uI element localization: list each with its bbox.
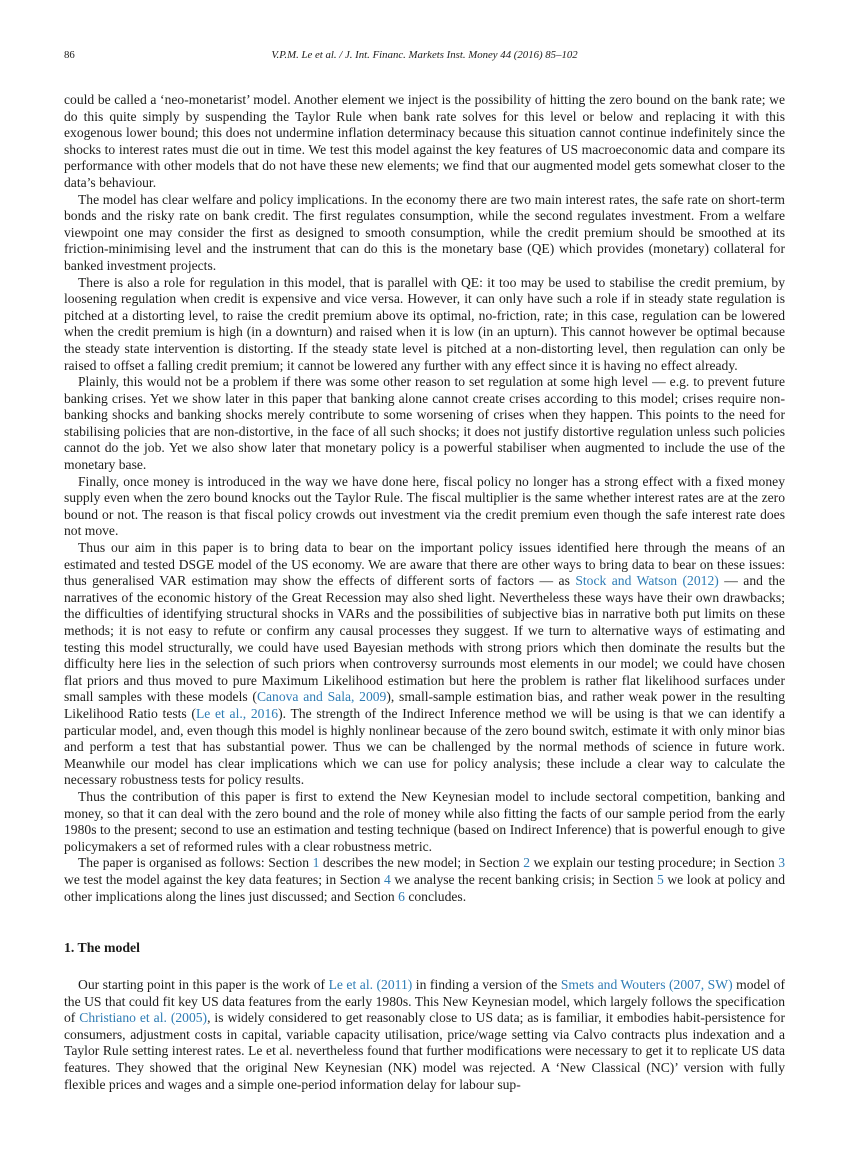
citation-link[interactable]: 6	[398, 888, 405, 904]
body-paragraph: Plainly, this would not be a problem if there was some other reason to set regulation at some high level — e.g. to prevent future banking crises. Yet we show later in this paper that banking alone cannot create crises according to this model; crises require non-banking shocks and banking shocks merely contribute to some worsening of crises when they happen. This points to the need for stabilising policies that are non-distortive, in the face of all such shocks; it does not justify distortive regulation unless such policies cannot do the job. Yet we also show later that monetary policy is a powerful stabiliser when augmented to include the use of the monetary base.	[64, 374, 785, 473]
citation-link[interactable]: 2	[523, 855, 531, 871]
citation-link[interactable]: 5	[656, 871, 664, 887]
body-paragraph: Finally, once money is introduced in the way we have done here, fiscal policy no longer has a strong effect with a fixed money supply even when the zero bound knocks out the Taylor Rule. The fiscal multiplier is the same whether interest rates are at the zero bound or not. The reason is that fiscal policy crowds out investment via the credit premium even though the safe interest rate does not move.	[64, 473, 785, 539]
citation-link[interactable]: Stock and Watson (2012)	[575, 573, 719, 589]
citation-link[interactable]: 1	[312, 855, 320, 871]
body-paragraph: The paper is organised as follows: Section 1 describes the new model; in Section 2 we explain our testing procedure; in Section 3 we test the model against the key data features; in Section 4 we analyse the recent banking crisis; in Section 5 we look at policy and other implications along the lines just discussed; and Section 6 concludes.	[64, 855, 786, 904]
citation-link[interactable]: Le et al. (2011)	[328, 977, 413, 993]
body-paragraph: Our starting point in this paper is the work of Le et al. (2011) in finding a version of the Smets and Wouters (2007, SW) model of the US that could fit key US data features from the early 1980s. This New Keynesian model, which largely follows the specification of Christiano et al. (2005), is widely considered to get reasonably close to US data; as is familiar, it embodies habit-persistence for consumers, adjustment costs in capital, variable capacity utilisation, price/wage setting via Calvo contracts plus indexation and a Taylor Rule setting interest rates. Le et al. nevertheless found that further modifications were necessary to get it to replicate US data features. They showed that the original New Keynesian (NK) model was rejected. A ‘New Classical (NC)’ version with fully flexible prices and wages and a simple one-period information delay for labour sup-	[64, 977, 785, 1092]
journal-running-title: V.P.M. Le et al. / J. Int. Financ. Markets Inst. Money 44 (2016) 85–102	[271, 49, 578, 61]
body-paragraph: could be called a ‘neo-monetarist’ model. Another element we inject is the possibility of hitting the zero bound on the bank rate; we do this quite simply by suspending the Taylor Rule when bank rate solves for this level or below and replacing it with this exogenous lower bound; this does not undermine inflation determinacy because this situation cannot continue indefinitely since the shocks to interest rates must die out in time. We test this model against the key features of US macroeconomic data and compare its performance with other models that do not have these new elements; we find that our augmented model gets somewhat closer to the data’s behaviour.	[64, 92, 785, 190]
page-header	[64, 48, 785, 62]
citation-link[interactable]: Smets and Wouters (2007, SW)	[560, 977, 733, 993]
section-heading: 1. The model	[64, 940, 141, 956]
body-paragraph: The model has clear welfare and policy implications. In the economy there are two main interest rates, the safe rate on short-term bonds and the risky rate on bank credit. The first regulates consumption, while the second regulates investment. From a welfare viewpoint one may consider the first as designed to smooth consumption, while the credit premium should be smoothed at its friction-minimising level and the instrument that can do this is the monetary base (QE) which provides (monetary) collateral for banked investment projects.	[64, 191, 785, 273]
page-number: 86	[64, 49, 75, 61]
citation-link[interactable]: 3	[778, 855, 786, 871]
citation-link[interactable]: Christiano et al. (2005)	[79, 1010, 208, 1026]
citation-link[interactable]: Canova and Sala, 2009	[256, 689, 387, 705]
citation-link[interactable]: 4	[384, 871, 391, 887]
body-paragraph: Thus the contribution of this paper is first to extend the New Keynesian model to include sectoral competition, banking and money, so that it can deal with the zero bound and the role of money while also fitting the facts of our sample period from the early 1980s to the present; second to use an estimation and testing technique (based on Indirect Inference) that is powerful enough to give policymakers a set of reformed rules with a clear robustness metric.	[64, 788, 785, 854]
citation-link[interactable]: Le et al., 2016	[195, 705, 279, 721]
body-paragraph: Thus our aim in this paper is to bring data to bear on the important policy issues identified here through the means of an estimated and tested DSGE model of the US economy. We are aware that there are other ways to bring data to bear on these issues: thus generalised VAR estimation may show the effects of different sorts of factors — as Stock and Watson (2012) — and the narratives of the economic history of the Great Recession may also shed light. Nevertheless these ways have their own drawbacks; the difficulties of identifying structural shocks in VARs and the possibilities of subjective bias in narrative both put limits on these methods; it is not easy to refute or confirm any causal processes they suggest. If we turn to alternative ways of estimating and testing this model structurally, we could have used Bayesian methods with strong priors which then dominate the results but the difficulty here lies in the selection of such priors when controversy surrounds most elements in our model; we could have chosen flat priors and thus moved to pure Maximum Likelihood estimation but here the problem is rather flat likelihood surfaces under small samples with these models (Canova and Sala, 2009), small-sample estimation bias, and rather weak power in the resulting Likelihood Ratio tests (Le et al., 2016). The strength of the Indirect Inference method we will be using is that we can identify a particular model, and, even though this model is highly nonlinear because of the zero bound switch, estimate it with only minor bias and perform a test that has substantial power. Thus we can be challenged by the normal methods of science in future work. Meanwhile our model has clear implications which we can use for policy analysis; these include a clear way to calculate the necessary robustness tests for policy results.	[64, 540, 785, 788]
body-paragraph: There is also a role for regulation in this model, that is parallel with QE: it too may be used to stabilise the credit premium, by loosening regulation when credit is expensive and vice versa. However, it can only have such a role if in steady state regulation is pitched at a distorting level, to raise the credit premium above its optimal, no-friction, rate; in this case, regulation can be lowered when the credit premium is high (in a downturn) and raised when it is low (in an upturn). This cannot however be optimal because the steady state intervention is distorting. If the steady state level is pitched at a non-distorting level, then regulation can only be raised to offset a falling credit premium; it cannot be lowered any further with any effect since it is having no effect already.	[64, 274, 785, 373]
article-body	[64, 92, 785, 1093]
